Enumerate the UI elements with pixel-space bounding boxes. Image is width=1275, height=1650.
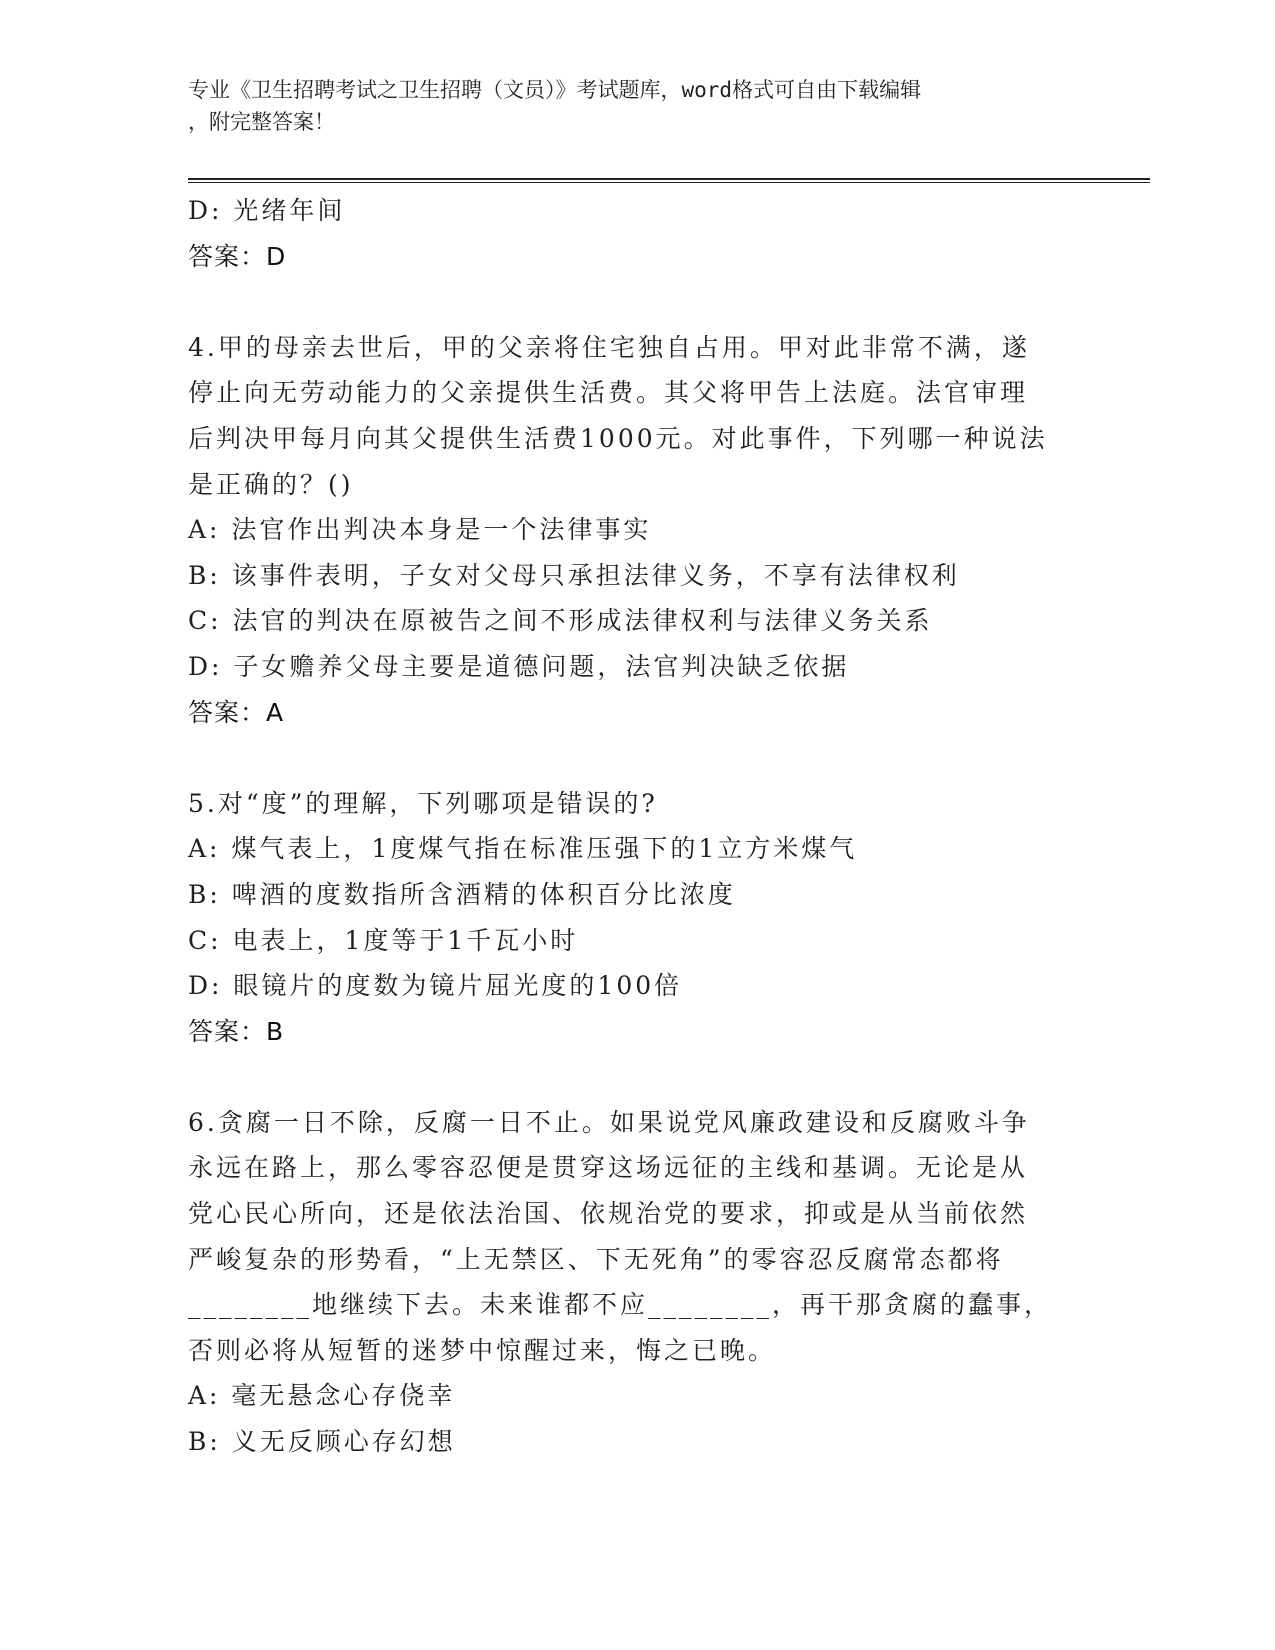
q6-stem-line: ________地继续下去。未来谁都不应________，再干那贪腐的蠢事， <box>188 1290 1053 1320</box>
header-rule-thin <box>188 182 1150 183</box>
q4-answer: 答案：A <box>188 697 285 727</box>
q5-option-d: D: 眼镜片的度数为镜片屈光度的100倍 <box>188 971 683 1001</box>
q3-option-d: D: 光绪年间 <box>188 196 346 225</box>
q4-option-d: D: 子女赡养父母主要是道德问题，法官判决缺乏依据 <box>188 651 850 681</box>
q4-option-c: C: 法官的判决在原被告之间不形成法律权利与法律义务关系 <box>188 606 933 636</box>
q6-stem-line: 永远在路上，那么零容忍便是贯穿这场远征的主线和基调。无论是从 <box>188 1153 1029 1183</box>
q4-stem-line: 是正确的？() <box>188 469 354 499</box>
header-line-2: ，附完整答案！ <box>188 110 335 134</box>
question-3 <box>188 188 1088 279</box>
q6-stem-line: 严峻复杂的形势看，“上无禁区、下无死角”的零容忍反腐常态都将 <box>188 1244 1004 1274</box>
q5-answer: 答案：B <box>188 1016 285 1046</box>
question-6 <box>188 1100 1088 1465</box>
q6-option-a: A: 毫无悬念心存侥幸 <box>188 1381 456 1411</box>
q6-stem-line: 党心民心所向，还是依法治国、依规治党的要求，抑或是从当前依然 <box>188 1199 1029 1229</box>
question-spacer <box>188 279 1088 325</box>
q4-stem-line: 停止向无劳动能力的父亲提供生活费。其父将甲告上法庭。法官审理 <box>188 378 1029 408</box>
q4-stem-line: 4.甲的母亲去世后，甲的父亲将住宅独自占用。甲对此非常不满，遂 <box>188 332 1030 362</box>
header-rule-thick <box>188 178 1150 180</box>
q4-option-a: A: 法官作出判决本身是一个法律事实 <box>188 515 652 545</box>
document-header <box>188 74 1068 138</box>
question-5 <box>188 781 1088 1055</box>
q5-option-a: A: 煤气表上，1度煤气指在标准压强下的1立方米煤气 <box>188 834 858 864</box>
question-4 <box>188 325 1088 735</box>
header-line-1: 专业《卫生招聘考试之卫生招聘（文员）》考试题库，word格式可自由下载编辑 <box>188 78 922 102</box>
q4-option-b: B: 该事件表明，子女对父母只承担法律义务，不享有法律权利 <box>188 560 960 590</box>
question-spacer <box>188 735 1088 781</box>
q5-stem-line: 5.对“度”的理解，下列哪项是错误的? <box>188 788 658 818</box>
q6-stem-line: 否则必将从短暂的迷梦中惊醒过来，悔之已晚。 <box>188 1335 777 1365</box>
question-spacer <box>188 1054 1088 1100</box>
q6-option-b: B: 义无反顾心存幻想 <box>188 1427 456 1457</box>
q4-stem-line: 后判决甲每月向其父提供生活费1000元。对此事件，下列哪一种说法 <box>188 423 1048 453</box>
q3-answer: 答案：D <box>188 241 287 271</box>
q6-stem-line: 6.贪腐一日不除，反腐一日不止。如果说党风廉政建设和反腐败斗争 <box>188 1107 1030 1137</box>
q5-option-b: B: 啤酒的度数指所含酒精的体积百分比浓度 <box>188 879 736 909</box>
q5-option-c: C: 电表上，1度等于1千瓦小时 <box>188 925 579 955</box>
question-content <box>188 188 1088 1465</box>
